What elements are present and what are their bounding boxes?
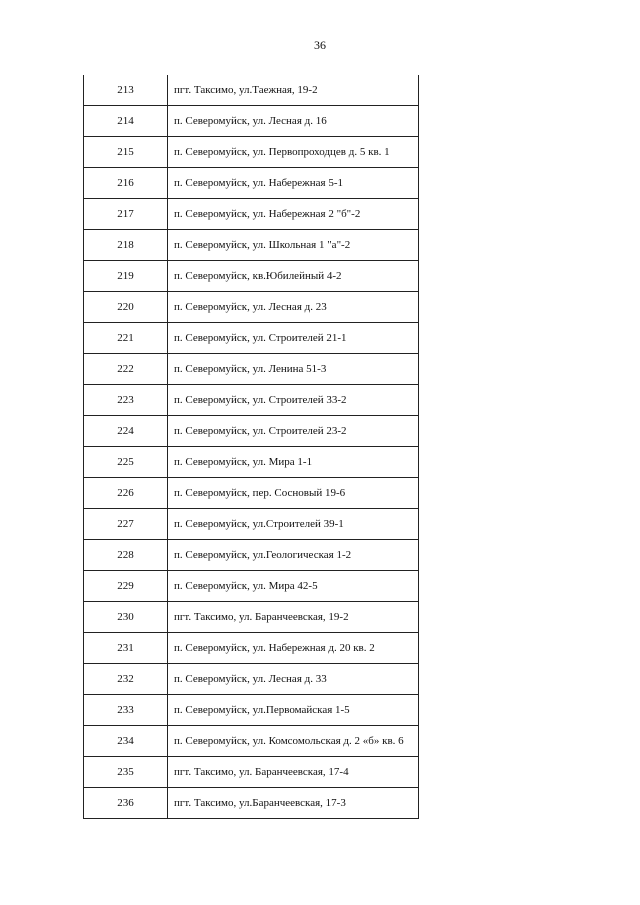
table-row bbox=[84, 292, 419, 323]
address-cell: п. Северомуйск, ул. Строителей 21-1 bbox=[168, 323, 419, 354]
row-number-cell: 233 bbox=[84, 695, 168, 726]
row-number-cell: 220 bbox=[84, 292, 168, 323]
row-number-cell: 228 bbox=[84, 540, 168, 571]
row-number-cell: 216 bbox=[84, 168, 168, 199]
row-number-cell: 231 bbox=[84, 633, 168, 664]
table-row bbox=[84, 788, 419, 819]
address-table bbox=[83, 75, 419, 819]
row-number-cell: 236 bbox=[84, 788, 168, 819]
address-cell: п. Северомуйск, ул. Мира 42-5 bbox=[168, 571, 419, 602]
row-number-cell: 215 bbox=[84, 137, 168, 168]
row-number-cell: 235 bbox=[84, 757, 168, 788]
address-cell: пгт. Таксимо, ул.Баранчеевская, 17-3 bbox=[168, 788, 419, 819]
address-cell: пгт. Таксимо, ул. Баранчеевская, 19-2 bbox=[168, 602, 419, 633]
table-row bbox=[84, 540, 419, 571]
table-row bbox=[84, 75, 419, 106]
page-number: 36 bbox=[314, 38, 326, 52]
row-number-cell: 229 bbox=[84, 571, 168, 602]
address-cell: п. Северомуйск, ул. Первопроходцев д. 5 кв. 1 bbox=[168, 137, 419, 168]
row-number-cell: 234 bbox=[84, 726, 168, 757]
table-row bbox=[84, 385, 419, 416]
address-cell: п. Северомуйск, кв.Юбилейный 4-2 bbox=[168, 261, 419, 292]
address-cell: п. Северомуйск, ул. Ленина 51-3 bbox=[168, 354, 419, 385]
row-number-cell: 217 bbox=[84, 199, 168, 230]
address-cell: п. Северомуйск, ул.Первомайская 1-5 bbox=[168, 695, 419, 726]
address-cell: п. Северомуйск, ул. Лесная д. 23 bbox=[168, 292, 419, 323]
table-row bbox=[84, 478, 419, 509]
table-row bbox=[84, 695, 419, 726]
address-cell: пгт. Таксимо, ул.Таежная, 19-2 bbox=[168, 75, 419, 106]
table-row bbox=[84, 602, 419, 633]
address-cell: п. Северомуйск, ул. Строителей 33-2 bbox=[168, 385, 419, 416]
table-row bbox=[84, 106, 419, 137]
address-cell: п. Северомуйск, ул.Геологическая 1-2 bbox=[168, 540, 419, 571]
table-row bbox=[84, 323, 419, 354]
table-row bbox=[84, 757, 419, 788]
address-cell: п. Северомуйск, ул. Набережная 5-1 bbox=[168, 168, 419, 199]
table-row bbox=[84, 633, 419, 664]
address-cell: п. Северомуйск, ул. Набережная д. 20 кв. 2 bbox=[168, 633, 419, 664]
table-row bbox=[84, 261, 419, 292]
address-cell: п. Северомуйск, ул. Комсомольская д. 2 «б» кв. 6 bbox=[168, 726, 419, 757]
address-cell: п. Северомуйск, ул.Строителей 39-1 bbox=[168, 509, 419, 540]
row-number-cell: 224 bbox=[84, 416, 168, 447]
row-number-cell: 227 bbox=[84, 509, 168, 540]
row-number-cell: 222 bbox=[84, 354, 168, 385]
row-number-cell: 219 bbox=[84, 261, 168, 292]
row-number-cell: 221 bbox=[84, 323, 168, 354]
address-cell: п. Северомуйск, пер. Сосновый 19-6 bbox=[168, 478, 419, 509]
row-number-cell: 223 bbox=[84, 385, 168, 416]
row-number-cell: 226 bbox=[84, 478, 168, 509]
address-cell: п. Северомуйск, ул. Лесная д. 33 bbox=[168, 664, 419, 695]
table-row bbox=[84, 509, 419, 540]
table-row bbox=[84, 447, 419, 478]
address-cell: п. Северомуйск, ул. Лесная д. 16 bbox=[168, 106, 419, 137]
address-cell: п. Северомуйск, ул. Набережная 2 "б"-2 bbox=[168, 199, 419, 230]
address-cell: пгт. Таксимо, ул. Баранчеевская, 17-4 bbox=[168, 757, 419, 788]
address-table-body bbox=[84, 75, 419, 819]
table-row bbox=[84, 168, 419, 199]
row-number-cell: 213 bbox=[84, 75, 168, 106]
table-row bbox=[84, 726, 419, 757]
row-number-cell: 214 bbox=[84, 106, 168, 137]
table-row bbox=[84, 137, 419, 168]
table-row bbox=[84, 199, 419, 230]
row-number-cell: 230 bbox=[84, 602, 168, 633]
table-row bbox=[84, 230, 419, 261]
address-cell: п. Северомуйск, ул. Строителей 23-2 bbox=[168, 416, 419, 447]
row-number-cell: 225 bbox=[84, 447, 168, 478]
table-row bbox=[84, 354, 419, 385]
table-row bbox=[84, 416, 419, 447]
table-row bbox=[84, 571, 419, 602]
address-cell: п. Северомуйск, ул. Мира 1-1 bbox=[168, 447, 419, 478]
row-number-cell: 218 bbox=[84, 230, 168, 261]
row-number-cell: 232 bbox=[84, 664, 168, 695]
address-cell: п. Северомуйск, ул. Школьная 1 "а"-2 bbox=[168, 230, 419, 261]
table-row bbox=[84, 664, 419, 695]
